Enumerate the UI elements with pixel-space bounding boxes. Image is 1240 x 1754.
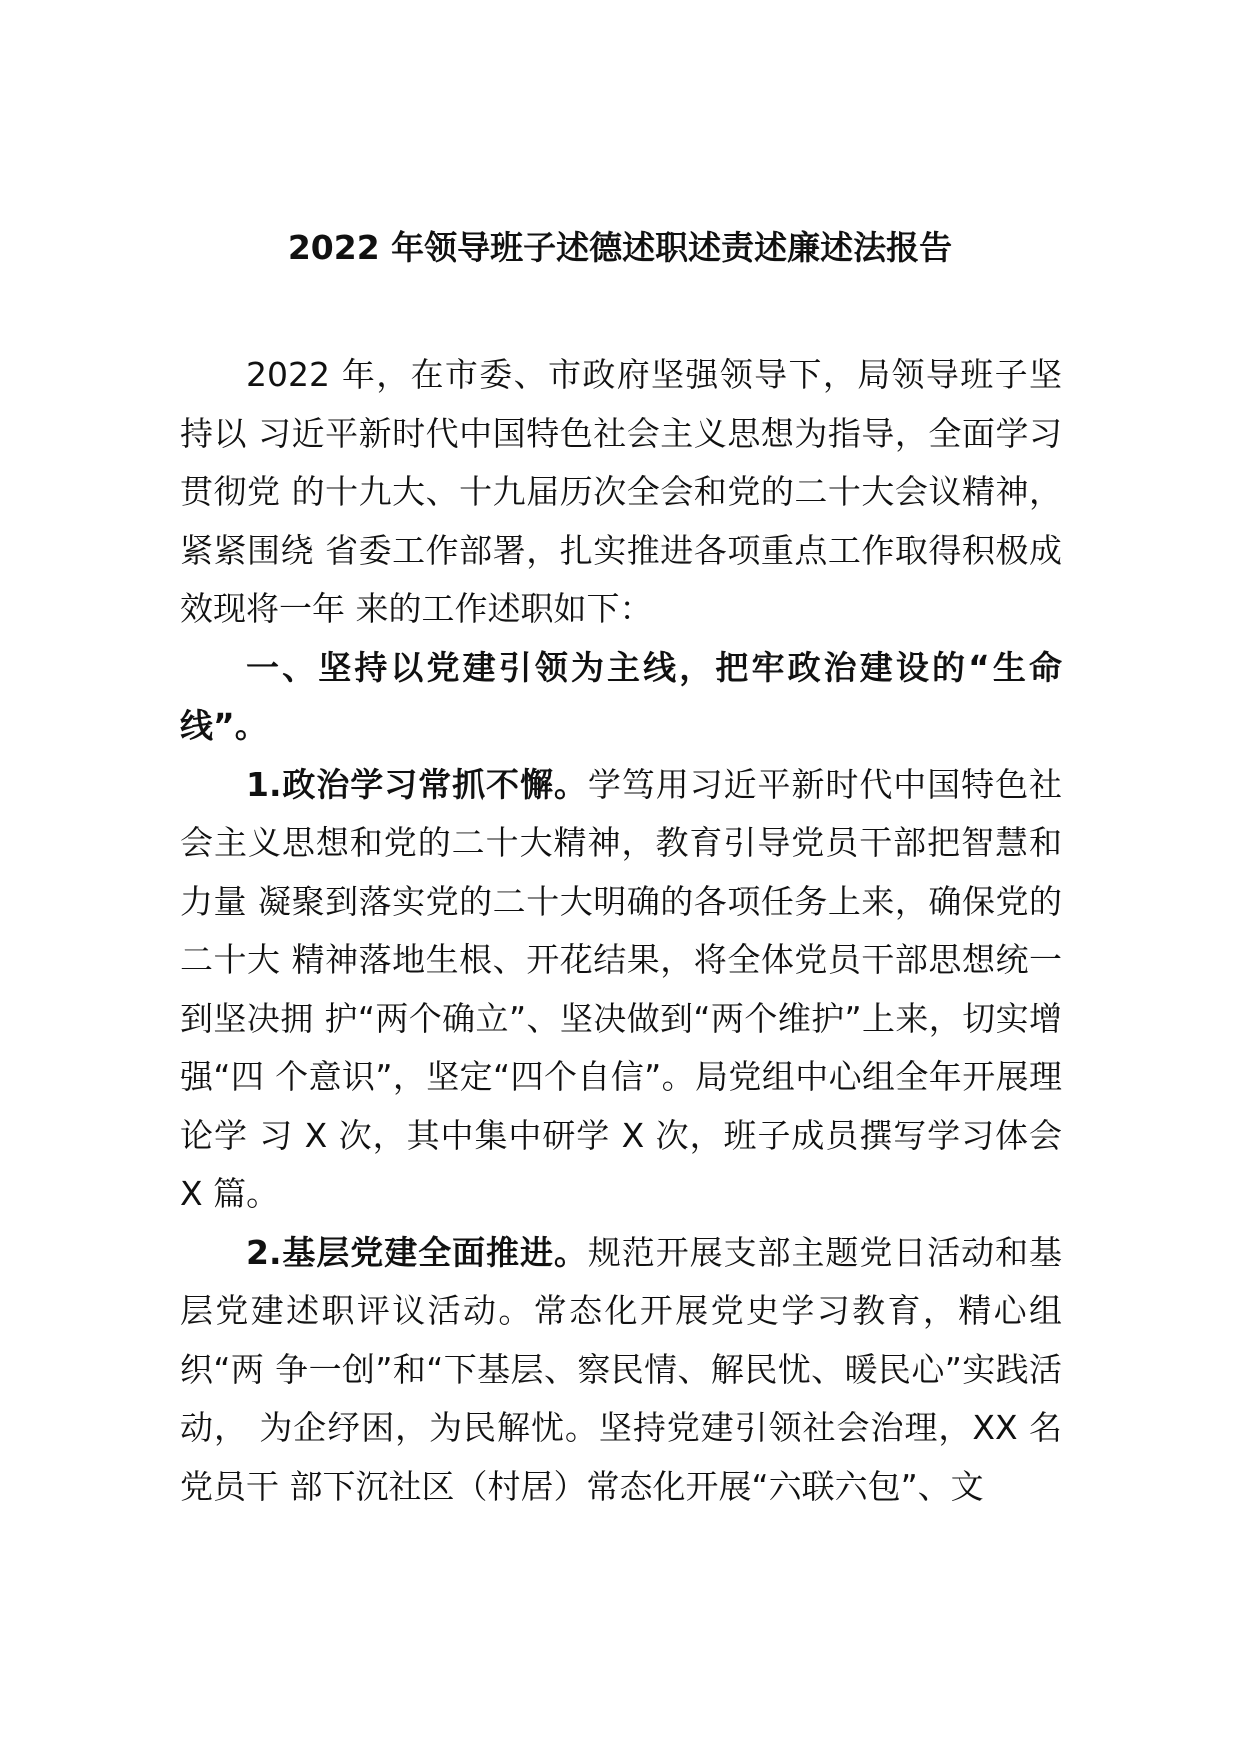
item-1-title: 1.政治学习常抓不懈。 xyxy=(246,764,588,804)
item-2-text: 规范开展支部主题党日活动和基层党建述职评议活动。常态化开展党史学习教育，精心组织“两 争一创”和“下基层、察民情、解民忧、暖民心”实践活动， 为企纾困，为民解忧。坚持党建引领社会治理，XX 名党员干 部下沉社区（村居）常态化开展“六联六包”、文 xyxy=(180,1232,1063,1506)
item-2-title: 2.基层党建全面推进。 xyxy=(246,1232,588,1272)
document-title: 2022 年领导班子述德述职述责述廉述法报告 xyxy=(287,228,953,267)
document-body xyxy=(180,346,1062,1516)
item-2-paragraph xyxy=(180,1224,1062,1517)
item-1-text: 学笃用习近平新时代中国特色社会主义思想和党的二十大精神，教育引导党员干部把智慧和力量 凝聚到落实党的二十大明确的各项任务上来，确保党的二十大 精神落地生根、开花结果，将全体党员干部思想统一到坚决拥 护“两个确立”、坚决做到“两个维护”上来，切实增强“四 个意识”，坚定“四个自信”。局党组中心组全年开展理论学 习 X 次，其中集中研学 X 次，班子成员撰写学习体会 X 篇。 xyxy=(180,764,1063,1213)
item-1-paragraph xyxy=(180,756,1062,1224)
section-1-heading: 一、坚持以党建引领为主线，把牢政治建设的“生命线”。 xyxy=(180,647,1062,745)
intro-paragraph: 2022 年，在市委、市政府坚强领导下，局领导班子坚持以 习近平新时代中国特色社会主义思想为指导，全面学习贯彻党 的十九大、十九届历次全会和党的二十大会议精神，紧紧围绕 省委工作部署，扎实推进各项重点工作取得积极成效现将一年 来的工作述职如下： xyxy=(180,355,1062,628)
